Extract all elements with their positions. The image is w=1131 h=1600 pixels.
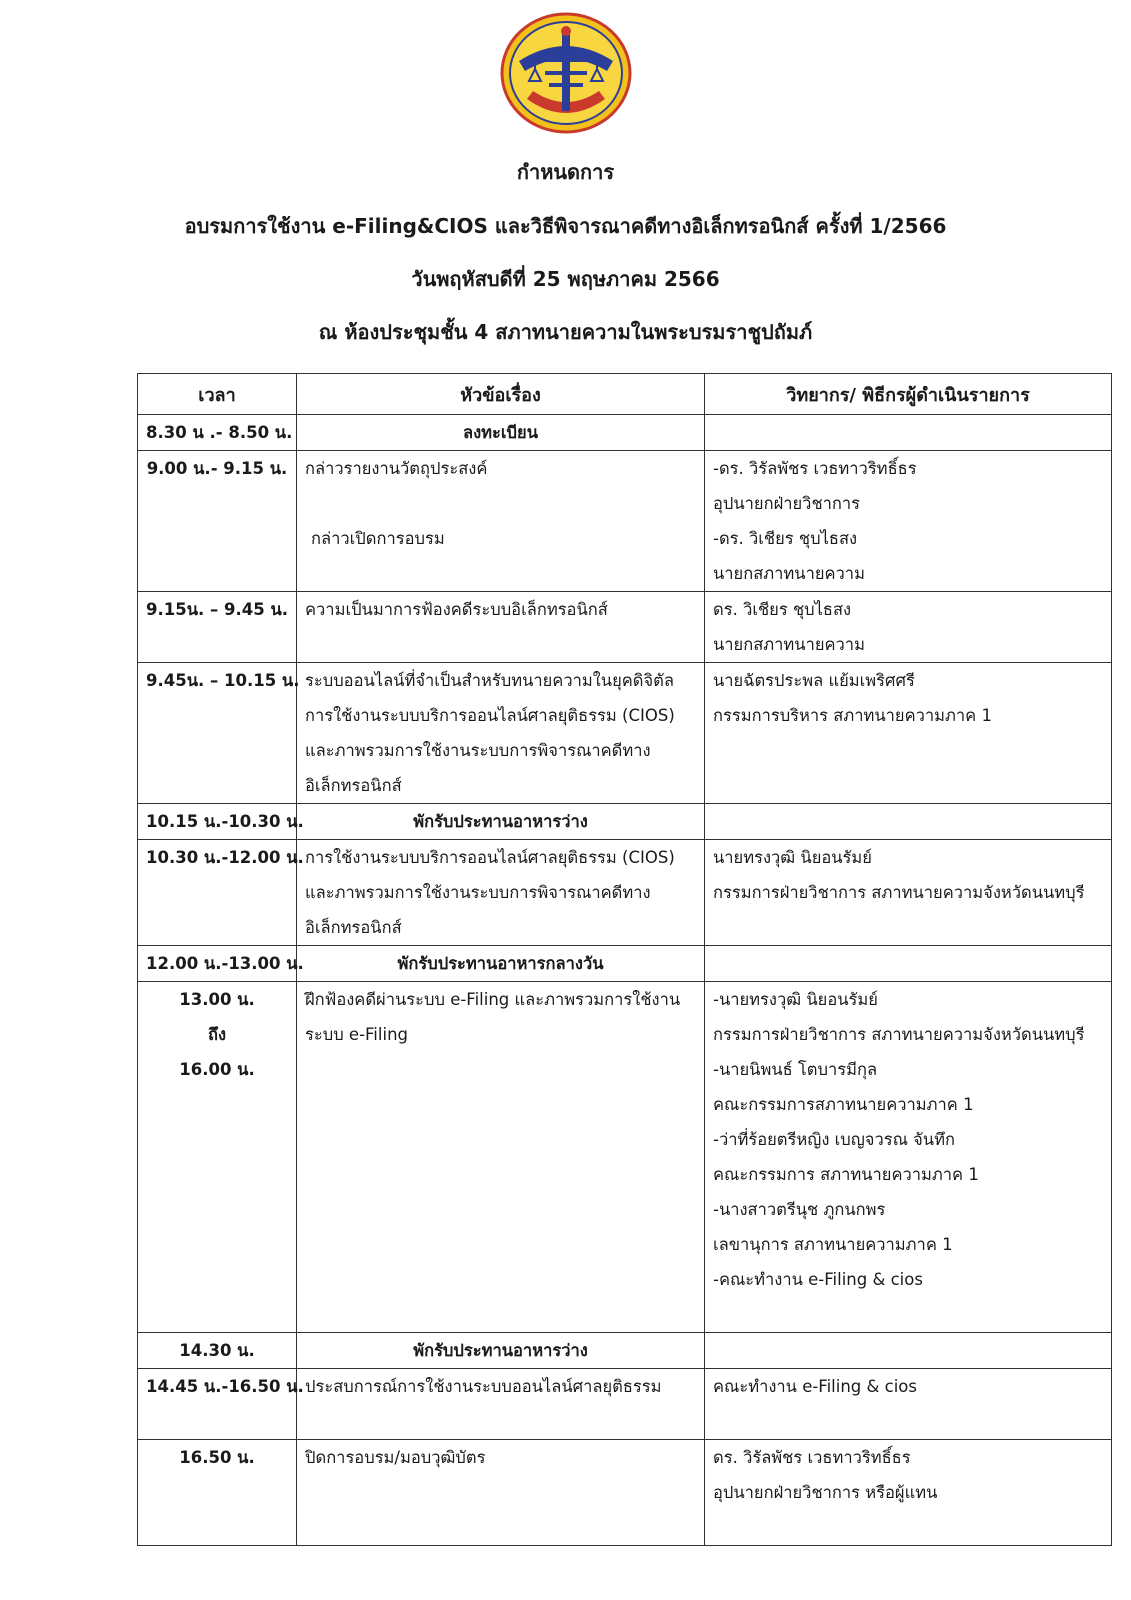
agenda-cell-speaker <box>705 1440 1112 1546</box>
agenda-cell-time <box>138 415 297 451</box>
agenda-cell-topic <box>297 1369 705 1440</box>
agenda-speaker-line <box>713 910 1103 945</box>
agenda-speaker-line: กรรมการฝ่ายวิชาการ สภาทนายความจังหวัดนนทบุรี <box>713 1025 1085 1044</box>
agenda-speaker-line: นายทรงวุฒิ นิยอนรัมย์ <box>713 848 872 867</box>
agenda-topic-line: กล่าวเปิดการอบรม <box>311 529 445 548</box>
agenda-speaker-line: ดร. วิรัลพัชร เวธทาวริทธิ์ธร <box>713 1448 911 1467</box>
agenda-time-line: 14.45 น.-16.50 น. <box>146 1377 304 1396</box>
agenda-time-line: ถึง <box>207 1025 227 1044</box>
agenda-speaker-line <box>713 733 1103 768</box>
agenda-time-line <box>146 521 288 556</box>
agenda-cell-speaker <box>705 663 1112 804</box>
agenda-speaker-line: นายฉัตรประพล แย้มเพริศศรี <box>713 671 915 690</box>
agenda-cell-time <box>138 1333 297 1369</box>
agenda-cell-topic <box>297 982 705 1333</box>
agenda-topic-line <box>305 1052 696 1087</box>
agenda-topic-line <box>305 627 696 662</box>
agenda-topic-line: อิเล็กทรอนิกส์ <box>305 776 402 795</box>
agenda-speaker-line <box>713 768 1103 803</box>
agenda-speaker-line <box>713 415 1103 450</box>
agenda-topic-line: ระบบ e-Filing <box>305 1025 408 1044</box>
agenda-time-line <box>146 1227 288 1262</box>
agenda-time-line: 10.30 น.-12.00 น. <box>146 848 304 867</box>
column-header-speaker: วิทยากร/ พิธีกรผู้ดำเนินรายการ <box>705 374 1112 415</box>
agenda-speaker-line: -ดร. วิเชียร ชุบไธสง <box>713 529 858 548</box>
agenda-topic-line <box>305 1157 696 1192</box>
agenda-topic-line: และภาพรวมการใช้งานระบบการพิจารณาคดีทาง <box>305 741 651 760</box>
agenda-speaker-line: -ว่าที่ร้อยตรีหญิง เบญจวรณ จันทึก <box>713 1130 955 1149</box>
agenda-speaker-line: คณะทำงาน e-Filing & cios <box>713 1377 917 1396</box>
agenda-time-line <box>146 1297 288 1332</box>
agenda-time-line <box>146 733 288 768</box>
agenda-speaker-line <box>713 1297 1103 1332</box>
lawyers-council-seal-logo <box>499 11 633 135</box>
agenda-speaker-line <box>713 804 1103 839</box>
agenda-time-line <box>146 1122 288 1157</box>
agenda-speaker-line: กรรมการฝ่ายวิชาการ สภาทนายความจังหวัดนนทบุรี <box>713 883 1085 902</box>
agenda-cell-time <box>138 982 297 1333</box>
agenda-speaker-line: เลขานุการ สภาทนายความภาค 1 <box>713 1235 953 1254</box>
agenda-cell-speaker <box>705 1369 1112 1440</box>
agenda-row <box>138 840 1112 946</box>
agenda-cell-speaker <box>705 840 1112 946</box>
agenda-row <box>138 946 1112 982</box>
agenda-time-line <box>146 768 288 803</box>
agenda-speaker-line <box>713 1404 1103 1439</box>
agenda-topic-line <box>305 1087 696 1122</box>
agenda-time-line <box>146 698 288 733</box>
agenda-time-line: 9.45น. – 10.15 น. <box>146 671 300 690</box>
agenda-time-line: 13.00 น. <box>179 990 255 1009</box>
agenda-time-line: 14.30 น. <box>179 1341 255 1360</box>
agenda-topic-line: พักรับประทานอาหารกลางวัน <box>397 954 604 973</box>
document-title: กำหนดการ <box>516 160 615 184</box>
agenda-topic-line: ความเป็นมาการฟ้องคดีระบบอิเล็กทรอนิกส์ <box>305 600 608 619</box>
agenda-cell-speaker <box>705 946 1112 982</box>
agenda-row <box>138 1440 1112 1546</box>
agenda-cell-topic <box>297 1440 705 1546</box>
agenda-topic-line <box>305 486 696 521</box>
agenda-cell-time <box>138 451 297 592</box>
agenda-time-line: 9.15น. – 9.45 น. <box>146 600 288 619</box>
agenda-body <box>138 415 1112 1546</box>
agenda-speaker-line <box>713 946 1103 981</box>
agenda-cell-speaker <box>705 415 1112 451</box>
agenda-speaker-line: คณะกรรมการสภาทนายความภาค 1 <box>713 1095 974 1114</box>
agenda-cell-speaker <box>705 451 1112 592</box>
agenda-topic-line <box>305 1510 696 1545</box>
agenda-topic-line: กล่าวรายงานวัตถุประสงค์ <box>305 459 488 478</box>
agenda-cell-speaker <box>705 804 1112 840</box>
agenda-row <box>138 804 1112 840</box>
agenda-cell-time <box>138 946 304 982</box>
agenda-topic-line <box>305 1227 696 1262</box>
agenda-cell-time <box>138 1369 304 1440</box>
agenda-table <box>137 373 1112 1546</box>
agenda-speaker-line <box>713 1333 1103 1368</box>
agenda-speaker-line: อุปนายกฝ่ายวิชาการ <box>713 494 861 513</box>
agenda-row <box>138 982 1112 1333</box>
agenda-topic-line <box>305 1122 696 1157</box>
agenda-topic-line <box>305 1262 696 1297</box>
agenda-topic-line: ระบบออนไลน์ที่จำเป็นสำหรับทนายความในยุคดิจิตัล <box>305 671 674 690</box>
agenda-cell-time <box>138 663 300 804</box>
agenda-cell-time <box>138 1440 297 1546</box>
agenda-time-line <box>146 1157 288 1192</box>
agenda-row <box>138 592 1112 663</box>
agenda-cell-speaker <box>705 1333 1112 1369</box>
agenda-cell-topic <box>297 451 705 592</box>
agenda-speaker-line: นายกสภาทนายความ <box>713 564 865 583</box>
agenda-topic-line: ฝึกฟ้องคดีผ่านระบบ e-Filing และภาพรวมการใช้งาน <box>305 990 681 1009</box>
event-date: วันพฤหัสบดีที่ 25 พฤษภาคม 2566 <box>411 267 720 291</box>
agenda-cell-topic <box>297 592 705 663</box>
agenda-cell-speaker <box>705 982 1112 1333</box>
agenda-topic-line: พักรับประทานอาหารว่าง <box>413 1341 588 1360</box>
agenda-cell-topic <box>297 663 705 804</box>
agenda-topic-line <box>305 1404 696 1439</box>
agenda-speaker-line: ดร. วิเชียร ชุบไธสง <box>713 600 852 619</box>
agenda-speaker-line <box>713 1510 1103 1545</box>
agenda-cell-speaker <box>705 592 1112 663</box>
column-header-time: เวลา <box>138 374 297 415</box>
agenda-row <box>138 1333 1112 1369</box>
agenda-time-line <box>146 556 288 591</box>
agenda-cell-topic <box>297 946 705 982</box>
agenda-speaker-line: -ดร. วิรัลพัชร เวธทาวริทธิ์ธร <box>713 459 917 478</box>
agenda-time-line: 12.00 น.-13.00 น. <box>146 954 304 973</box>
agenda-time-line <box>146 910 288 945</box>
agenda-speaker-line: นายกสภาทนายความ <box>713 635 865 654</box>
agenda-cell-topic <box>297 804 705 840</box>
agenda-cell-topic <box>297 1333 705 1369</box>
agenda-row <box>138 451 1112 592</box>
agenda-time-line <box>146 1192 288 1227</box>
agenda-topic-line: ปิดการอบรม/มอบวุฒิบัตร <box>305 1448 486 1467</box>
agenda-topic-line: ประสบการณ์การใช้งานระบบออนไลน์ศาลยุติธรรม <box>305 1377 662 1396</box>
agenda-time-line <box>146 1262 288 1297</box>
agenda-time-line <box>146 1510 288 1545</box>
column-header-topic: หัวข้อเรื่อง <box>297 374 705 415</box>
agenda-speaker-line: คณะกรรมการ สภาทนายความภาค 1 <box>713 1165 979 1184</box>
event-venue: ณ ห้องประชุมชั้น 4 สภาทนายความในพระบรมราชูปถัมภ์ <box>318 320 813 344</box>
agenda-time-line <box>146 875 288 910</box>
agenda-speaker-line: อุปนายกฝ่ายวิชาการ หรือผู้แทน <box>713 1483 938 1502</box>
agenda-header-row <box>138 374 1112 415</box>
agenda-time-line <box>146 1087 288 1122</box>
agenda-topic-line <box>305 556 696 591</box>
document-subtitle: อบรมการใช้งาน e-Filing&CIOS และวิธีพิจารณาคดีทางอิเล็กทรอนิกส์ ครั้งที่ 1/2566 <box>184 214 947 238</box>
agenda-time-line: 16.50 น. <box>179 1448 255 1467</box>
agenda-cell-time <box>138 840 304 946</box>
agenda-topic-line <box>305 1192 696 1227</box>
agenda-time-line <box>146 486 288 521</box>
agenda-topic-line: และภาพรวมการใช้งานระบบการพิจารณาคดีทาง <box>305 883 651 902</box>
agenda-time-line <box>146 1475 288 1510</box>
agenda-speaker-line: -นางสาวตรีนุช ภูกนกพร <box>713 1200 886 1219</box>
agenda-cell-topic <box>297 840 705 946</box>
agenda-topic-line: ลงทะเบียน <box>463 423 538 442</box>
agenda-cell-time <box>138 592 297 663</box>
agenda-cell-time <box>138 804 304 840</box>
agenda-speaker-line: กรรมการบริหาร สภาทนายความภาค 1 <box>713 706 992 725</box>
agenda-topic-line <box>305 1475 696 1510</box>
agenda-speaker-line: -คณะทำงาน e-Filing & cios <box>713 1270 923 1289</box>
agenda-time-line: 10.15 น.-10.30 น. <box>146 812 304 831</box>
agenda-topic-line <box>305 1297 696 1332</box>
agenda-time-line: 9.00 น.- 9.15 น. <box>146 459 288 478</box>
agenda-time-line <box>146 1404 288 1439</box>
agenda-topic-line: การใช้งานระบบบริการออนไลน์ศาลยุติธรรม (CIOS) <box>305 706 675 725</box>
agenda-topic-line: พักรับประทานอาหารว่าง <box>413 812 588 831</box>
agenda-speaker-line: -นายทรงวุฒิ นิยอนรัมย์ <box>713 990 878 1009</box>
agenda-cell-topic <box>297 415 705 451</box>
agenda-time-line <box>146 627 288 662</box>
agenda-row <box>138 663 1112 804</box>
agenda-row <box>138 1369 1112 1440</box>
agenda-time-line: 16.00 น. <box>179 1060 255 1079</box>
agenda-topic-line: อิเล็กทรอนิกส์ <box>305 918 402 937</box>
agenda-speaker-line: -นายนิพนธ์ โตบารมีกุล <box>713 1060 878 1079</box>
agenda-topic-line: การใช้งานระบบบริการออนไลน์ศาลยุติธรรม (CIOS) <box>305 848 675 867</box>
agenda-time-line: 8.30 น .- 8.50 น. <box>146 423 293 442</box>
agenda-row <box>138 415 1112 451</box>
